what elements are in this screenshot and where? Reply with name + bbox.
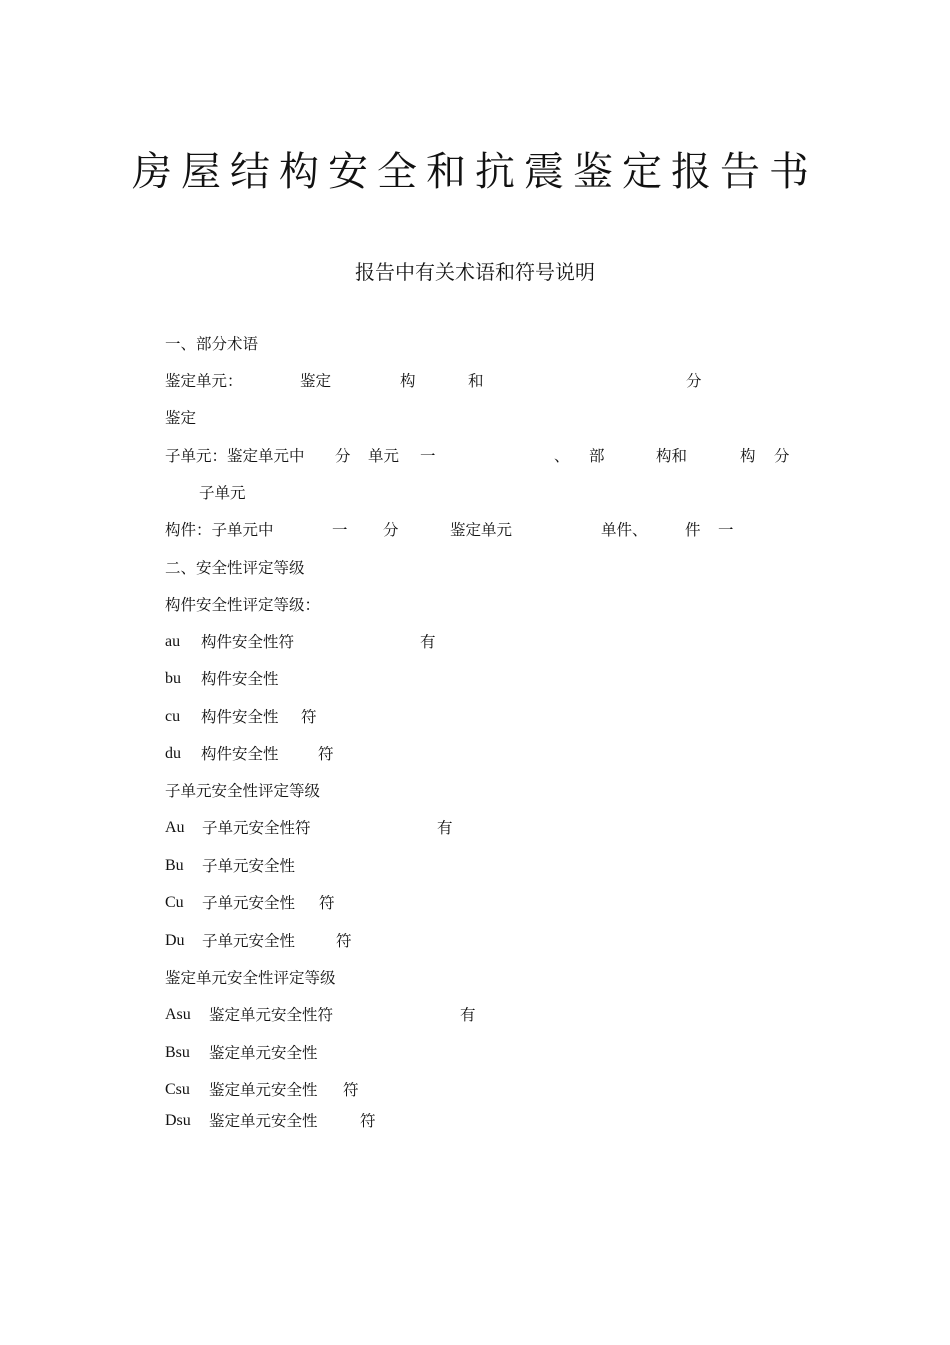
- grade-tail: 符: [343, 1081, 359, 1099]
- grade-code: Bsu: [165, 1044, 190, 1061]
- term-fragment: 单元: [368, 447, 400, 465]
- term-member-line: [165, 518, 805, 542]
- grade-description: 构件安全性: [201, 745, 279, 763]
- grade-row: [165, 929, 805, 953]
- document-subtitle: 报告中有关术语和符号说明: [355, 260, 595, 284]
- grade-tail: 有: [420, 633, 436, 651]
- term-fragment: 构: [400, 372, 416, 390]
- grade-description: 鉴定单元安全性: [209, 1044, 318, 1062]
- term-fragment: 部: [589, 447, 605, 465]
- term-label: 构件：子单元中: [165, 521, 274, 539]
- grade-code: Csu: [165, 1081, 190, 1098]
- grade-tail: 有: [437, 819, 453, 837]
- grade-tail: 符: [318, 745, 334, 763]
- grade-tail: 有: [460, 1006, 476, 1024]
- term-continuation: 子单元: [199, 484, 246, 502]
- term-fragment: 一: [420, 447, 436, 465]
- term-fragment: 一: [332, 521, 348, 539]
- grade-code: Du: [165, 932, 185, 949]
- term-label: 鉴定单元：: [165, 372, 243, 390]
- term-label: 子单元：鉴定单元中: [165, 447, 305, 465]
- grade-description: 鉴定单元安全性符: [209, 1006, 334, 1024]
- term-fragment: 分: [383, 521, 399, 539]
- grade-code: au: [165, 633, 181, 650]
- term-fragment: 单件、: [601, 521, 648, 539]
- grade-tail: 符: [319, 894, 335, 912]
- subheading-subunit-grades: [165, 779, 805, 803]
- term-unit-continuation: [165, 406, 805, 430]
- term-fragment: 鉴定单元: [450, 521, 513, 539]
- grade-description: 鉴定单元安全性: [209, 1081, 318, 1099]
- term-fragment: 构: [740, 447, 756, 465]
- grade-row: [165, 854, 805, 878]
- grade-row: [165, 1003, 805, 1027]
- grade-code: Dsu: [165, 1112, 191, 1129]
- term-fragment: 分: [686, 372, 702, 390]
- subheading-text: 构件安全性评定等级：: [165, 596, 321, 614]
- term-continuation: 鉴定: [165, 409, 197, 427]
- grade-row: [165, 705, 805, 729]
- term-fragment: 鉴定: [300, 372, 332, 390]
- grade-code: Asu: [165, 1006, 191, 1023]
- grade-code: Au: [165, 819, 185, 836]
- grade-tail: 符: [360, 1112, 376, 1130]
- term-fragment: 分: [335, 447, 351, 465]
- grade-tail: 符: [336, 932, 352, 950]
- term-subunit-line: [165, 444, 805, 468]
- heading-text: 一、部分术语: [165, 335, 259, 353]
- term-subunit-continuation: [165, 481, 805, 505]
- grade-row: [165, 891, 805, 915]
- grade-description: 子单元安全性符: [202, 819, 311, 837]
- term-unit-line: [165, 369, 805, 393]
- subheading-text: 鉴定单元安全性评定等级: [165, 969, 336, 987]
- grade-description: 子单元安全性: [202, 857, 296, 875]
- grade-tail: 符: [301, 708, 317, 726]
- heading-text: 二、安全性评定等级: [165, 559, 305, 577]
- term-fragment: 件: [685, 521, 701, 539]
- grade-code: cu: [165, 708, 181, 725]
- term-fragment: 、: [554, 447, 570, 465]
- grade-row: [165, 1078, 805, 1102]
- term-fragment: 和: [468, 372, 484, 390]
- grade-row: [165, 816, 805, 840]
- term-fragment: 构和: [656, 447, 688, 465]
- subheading-unit-grades: [165, 966, 805, 990]
- document-title: 房屋结构安全和抗震鉴定报告书: [132, 149, 818, 195]
- grade-row: [165, 630, 805, 654]
- grade-code: Cu: [165, 894, 184, 911]
- grade-row: [165, 742, 805, 766]
- grade-description: 构件安全性符: [201, 633, 295, 651]
- subheading-member-grades: [165, 593, 805, 617]
- grade-row: [165, 1041, 805, 1065]
- term-fragment: 一: [718, 521, 734, 539]
- grade-description: 子单元安全性: [202, 932, 296, 950]
- grade-code: Bu: [165, 857, 184, 874]
- grade-description: 构件安全性: [201, 670, 279, 688]
- grade-row: [165, 1109, 805, 1133]
- grade-description: 构件安全性: [201, 708, 279, 726]
- subheading-text: 子单元安全性评定等级: [165, 782, 321, 800]
- grade-row: [165, 667, 805, 691]
- section-heading-grades: [165, 556, 805, 580]
- grade-description: 鉴定单元安全性: [209, 1112, 318, 1130]
- section-heading-terms: [165, 332, 805, 356]
- grade-description: 子单元安全性: [202, 894, 296, 912]
- grade-code: bu: [165, 670, 181, 687]
- grade-code: du: [165, 745, 181, 762]
- term-fragment: 分: [774, 447, 790, 465]
